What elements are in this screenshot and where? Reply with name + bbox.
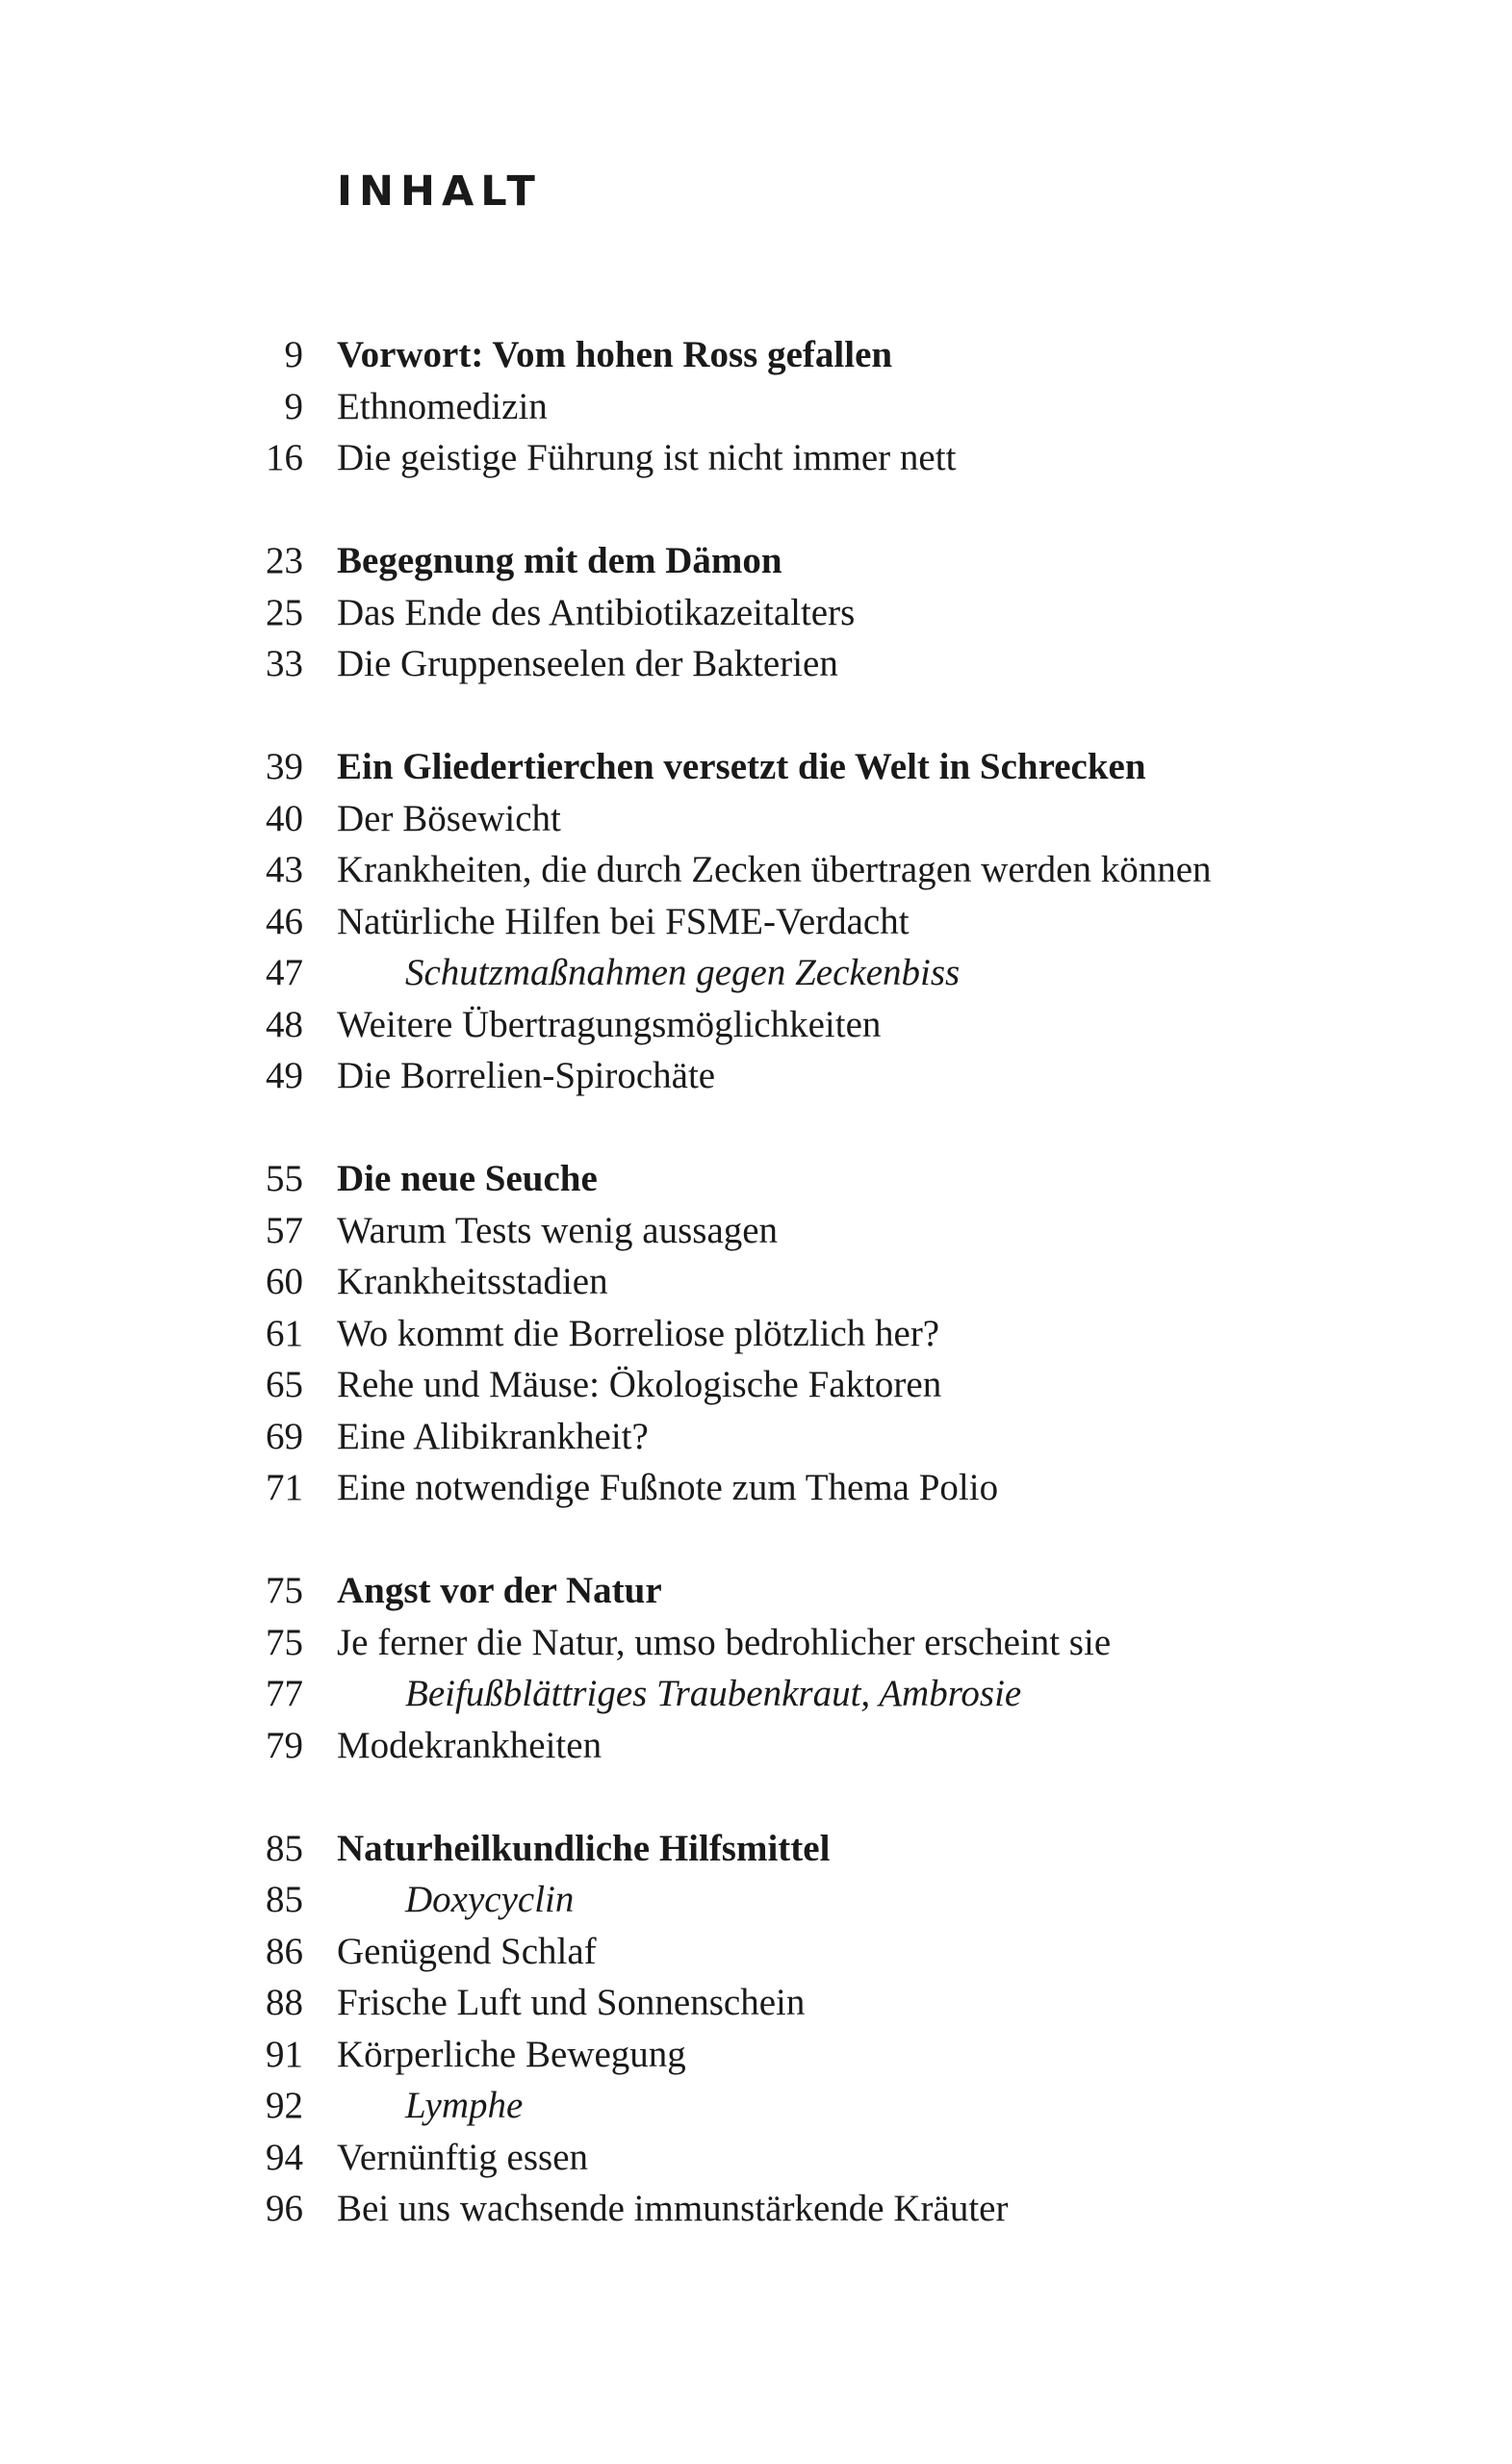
toc-entry — [0, 1359, 1512, 1411]
toc-chapter-entry — [0, 329, 1512, 381]
toc-entry — [0, 1256, 1512, 1308]
toc-page-number: 9 — [284, 334, 303, 375]
toc-entry-title: Die geistige Führung ist nicht immer nett — [337, 437, 957, 478]
toc-page-number: 92 — [266, 2085, 303, 2126]
toc-section — [0, 1565, 1512, 1771]
toc-chapter-entry — [0, 1153, 1512, 1205]
toc-page-number: 57 — [266, 1209, 303, 1251]
toc-page-number: 79 — [266, 1724, 303, 1766]
toc-page-number: 88 — [266, 1982, 303, 2023]
toc-entry-title: Krankheitsstadien — [337, 1261, 608, 1302]
toc-entry — [0, 896, 1512, 948]
toc-page-number: 55 — [266, 1158, 303, 1199]
toc-page-number: 43 — [266, 849, 303, 890]
toc-page-number: 48 — [266, 1003, 303, 1045]
toc-entry — [0, 793, 1512, 845]
toc-entry-title: Vorwort: Vom hohen Ross gefallen — [337, 334, 893, 375]
toc-entry — [0, 381, 1512, 433]
toc-entry-title: Doxycyclin — [405, 1879, 575, 1920]
toc-entry — [0, 1720, 1512, 1772]
toc-entry-title: Der Bösewicht — [337, 797, 561, 839]
toc-page-number: 69 — [266, 1415, 303, 1457]
toc-entry-title: Begegnung mit dem Dämon — [337, 540, 782, 581]
toc-entry — [0, 1977, 1512, 2029]
toc-entry — [0, 1874, 1512, 1926]
toc-entry-title: Eine Alibikrankheit? — [337, 1415, 649, 1457]
toc-chapter-entry — [0, 741, 1512, 793]
toc-page-number: 40 — [266, 797, 303, 839]
toc-chapter-entry — [0, 535, 1512, 587]
toc-entry-title: Angst vor der Natur — [337, 1570, 662, 1611]
toc-page-number: 75 — [266, 1570, 303, 1611]
toc-entry-title: Das Ende des Antibiotikazeitalters — [337, 591, 856, 633]
toc-entry-title: Frische Luft und Sonnenschein — [337, 1982, 806, 2023]
toc-entry — [0, 638, 1512, 690]
toc-page-number: 96 — [266, 2188, 303, 2229]
toc-entry-title: Beifußblättriges Traubenkraut, Ambrosie — [405, 1673, 1022, 1714]
toc-entry-title: Warum Tests wenig aussagen — [337, 1209, 779, 1251]
toc-section — [0, 535, 1512, 690]
toc-section — [0, 1153, 1512, 1514]
toc-entry-title: Natürliche Hilfen bei FSME-Verdacht — [337, 900, 910, 942]
toc-entry — [0, 1050, 1512, 1102]
toc-chapter-entry — [0, 1565, 1512, 1617]
toc-page-number: 39 — [266, 746, 303, 787]
toc-page-number: 85 — [266, 1827, 303, 1869]
toc-entry-title: Modekrankheiten — [337, 1724, 602, 1766]
toc-page-number: 61 — [266, 1312, 303, 1354]
toc-page-number: 71 — [266, 1467, 303, 1508]
page-title: INHALT — [337, 167, 542, 216]
toc-page-number: 16 — [266, 437, 303, 478]
toc-entry-title: Schutzmaßnahmen gegen Zeckenbiss — [405, 952, 961, 993]
toc-entry-title: Vernünftig essen — [337, 2136, 589, 2178]
toc-entry — [0, 947, 1512, 999]
toc-entry — [0, 2029, 1512, 2081]
toc-entry-title: Krankheiten, die durch Zecken übertragen werden können — [337, 849, 1212, 890]
toc-section — [0, 741, 1512, 1102]
toc-entry-title: Die Gruppenseelen der Bakterien — [337, 643, 838, 684]
toc-entry-title: Je ferner die Natur, umso bedrohlicher erscheint sie — [337, 1621, 1112, 1663]
toc-entry — [0, 1411, 1512, 1463]
toc-entry-title: Naturheilkundliche Hilfsmittel — [337, 1827, 831, 1869]
toc-page-number: 91 — [266, 2033, 303, 2075]
toc-entry-title: Körperliche Bewegung — [337, 2033, 686, 2075]
toc-entry — [0, 1926, 1512, 1978]
toc-page-number: 23 — [266, 540, 303, 581]
toc-entry — [0, 1617, 1512, 1669]
toc-entry — [0, 2080, 1512, 2132]
toc-page-number: 25 — [266, 591, 303, 633]
toc-entry-title: Weitere Übertragungsmöglichkeiten — [337, 1003, 882, 1045]
toc-entry-title: Rehe und Mäuse: Ökologische Faktoren — [337, 1364, 942, 1405]
toc-entry — [0, 2132, 1512, 2184]
toc-entry-title: Lymphe — [405, 2085, 524, 2126]
toc-entry-title: Bei uns wachsende immunstärkende Kräuter — [337, 2188, 1009, 2229]
toc-page-number: 77 — [266, 1673, 303, 1714]
toc-entry — [0, 2183, 1512, 2235]
toc-page-number: 49 — [266, 1055, 303, 1096]
toc-page-number: 9 — [284, 385, 303, 427]
toc-entry-title: Ein Gliedertierchen versetzt die Welt in Schrecken — [337, 746, 1146, 787]
toc-entry — [0, 1668, 1512, 1720]
toc-page-number: 46 — [266, 900, 303, 942]
toc-section — [0, 1823, 1512, 2235]
toc-page-number: 47 — [266, 952, 303, 993]
toc-entry-title: Wo kommt die Borreliose plötzlich her? — [337, 1312, 940, 1354]
toc-entry-title: Genügend Schlaf — [337, 1930, 597, 1972]
toc-entry-title: Die neue Seuche — [337, 1158, 598, 1199]
toc-entry — [0, 1308, 1512, 1360]
toc-page-number: 33 — [266, 643, 303, 684]
table-of-contents — [0, 329, 1512, 2286]
toc-page-number: 65 — [266, 1364, 303, 1405]
toc-page-number: 85 — [266, 1879, 303, 1920]
toc-entry — [0, 432, 1512, 484]
toc-entry — [0, 844, 1512, 896]
toc-entry — [0, 999, 1512, 1051]
toc-page-number: 86 — [266, 1930, 303, 1972]
toc-page-number: 75 — [266, 1621, 303, 1663]
toc-section — [0, 329, 1512, 484]
toc-entry — [0, 587, 1512, 639]
toc-entry-title: Eine notwendige Fußnote zum Thema Polio — [337, 1467, 999, 1508]
toc-page-number: 60 — [266, 1261, 303, 1302]
toc-chapter-entry — [0, 1823, 1512, 1875]
toc-entry-title: Ethnomedizin — [337, 385, 548, 427]
toc-entry — [0, 1205, 1512, 1257]
toc-page-number: 94 — [266, 2136, 303, 2178]
toc-entry — [0, 1462, 1512, 1514]
toc-entry-title: Die Borrelien-Spirochäte — [337, 1055, 716, 1096]
